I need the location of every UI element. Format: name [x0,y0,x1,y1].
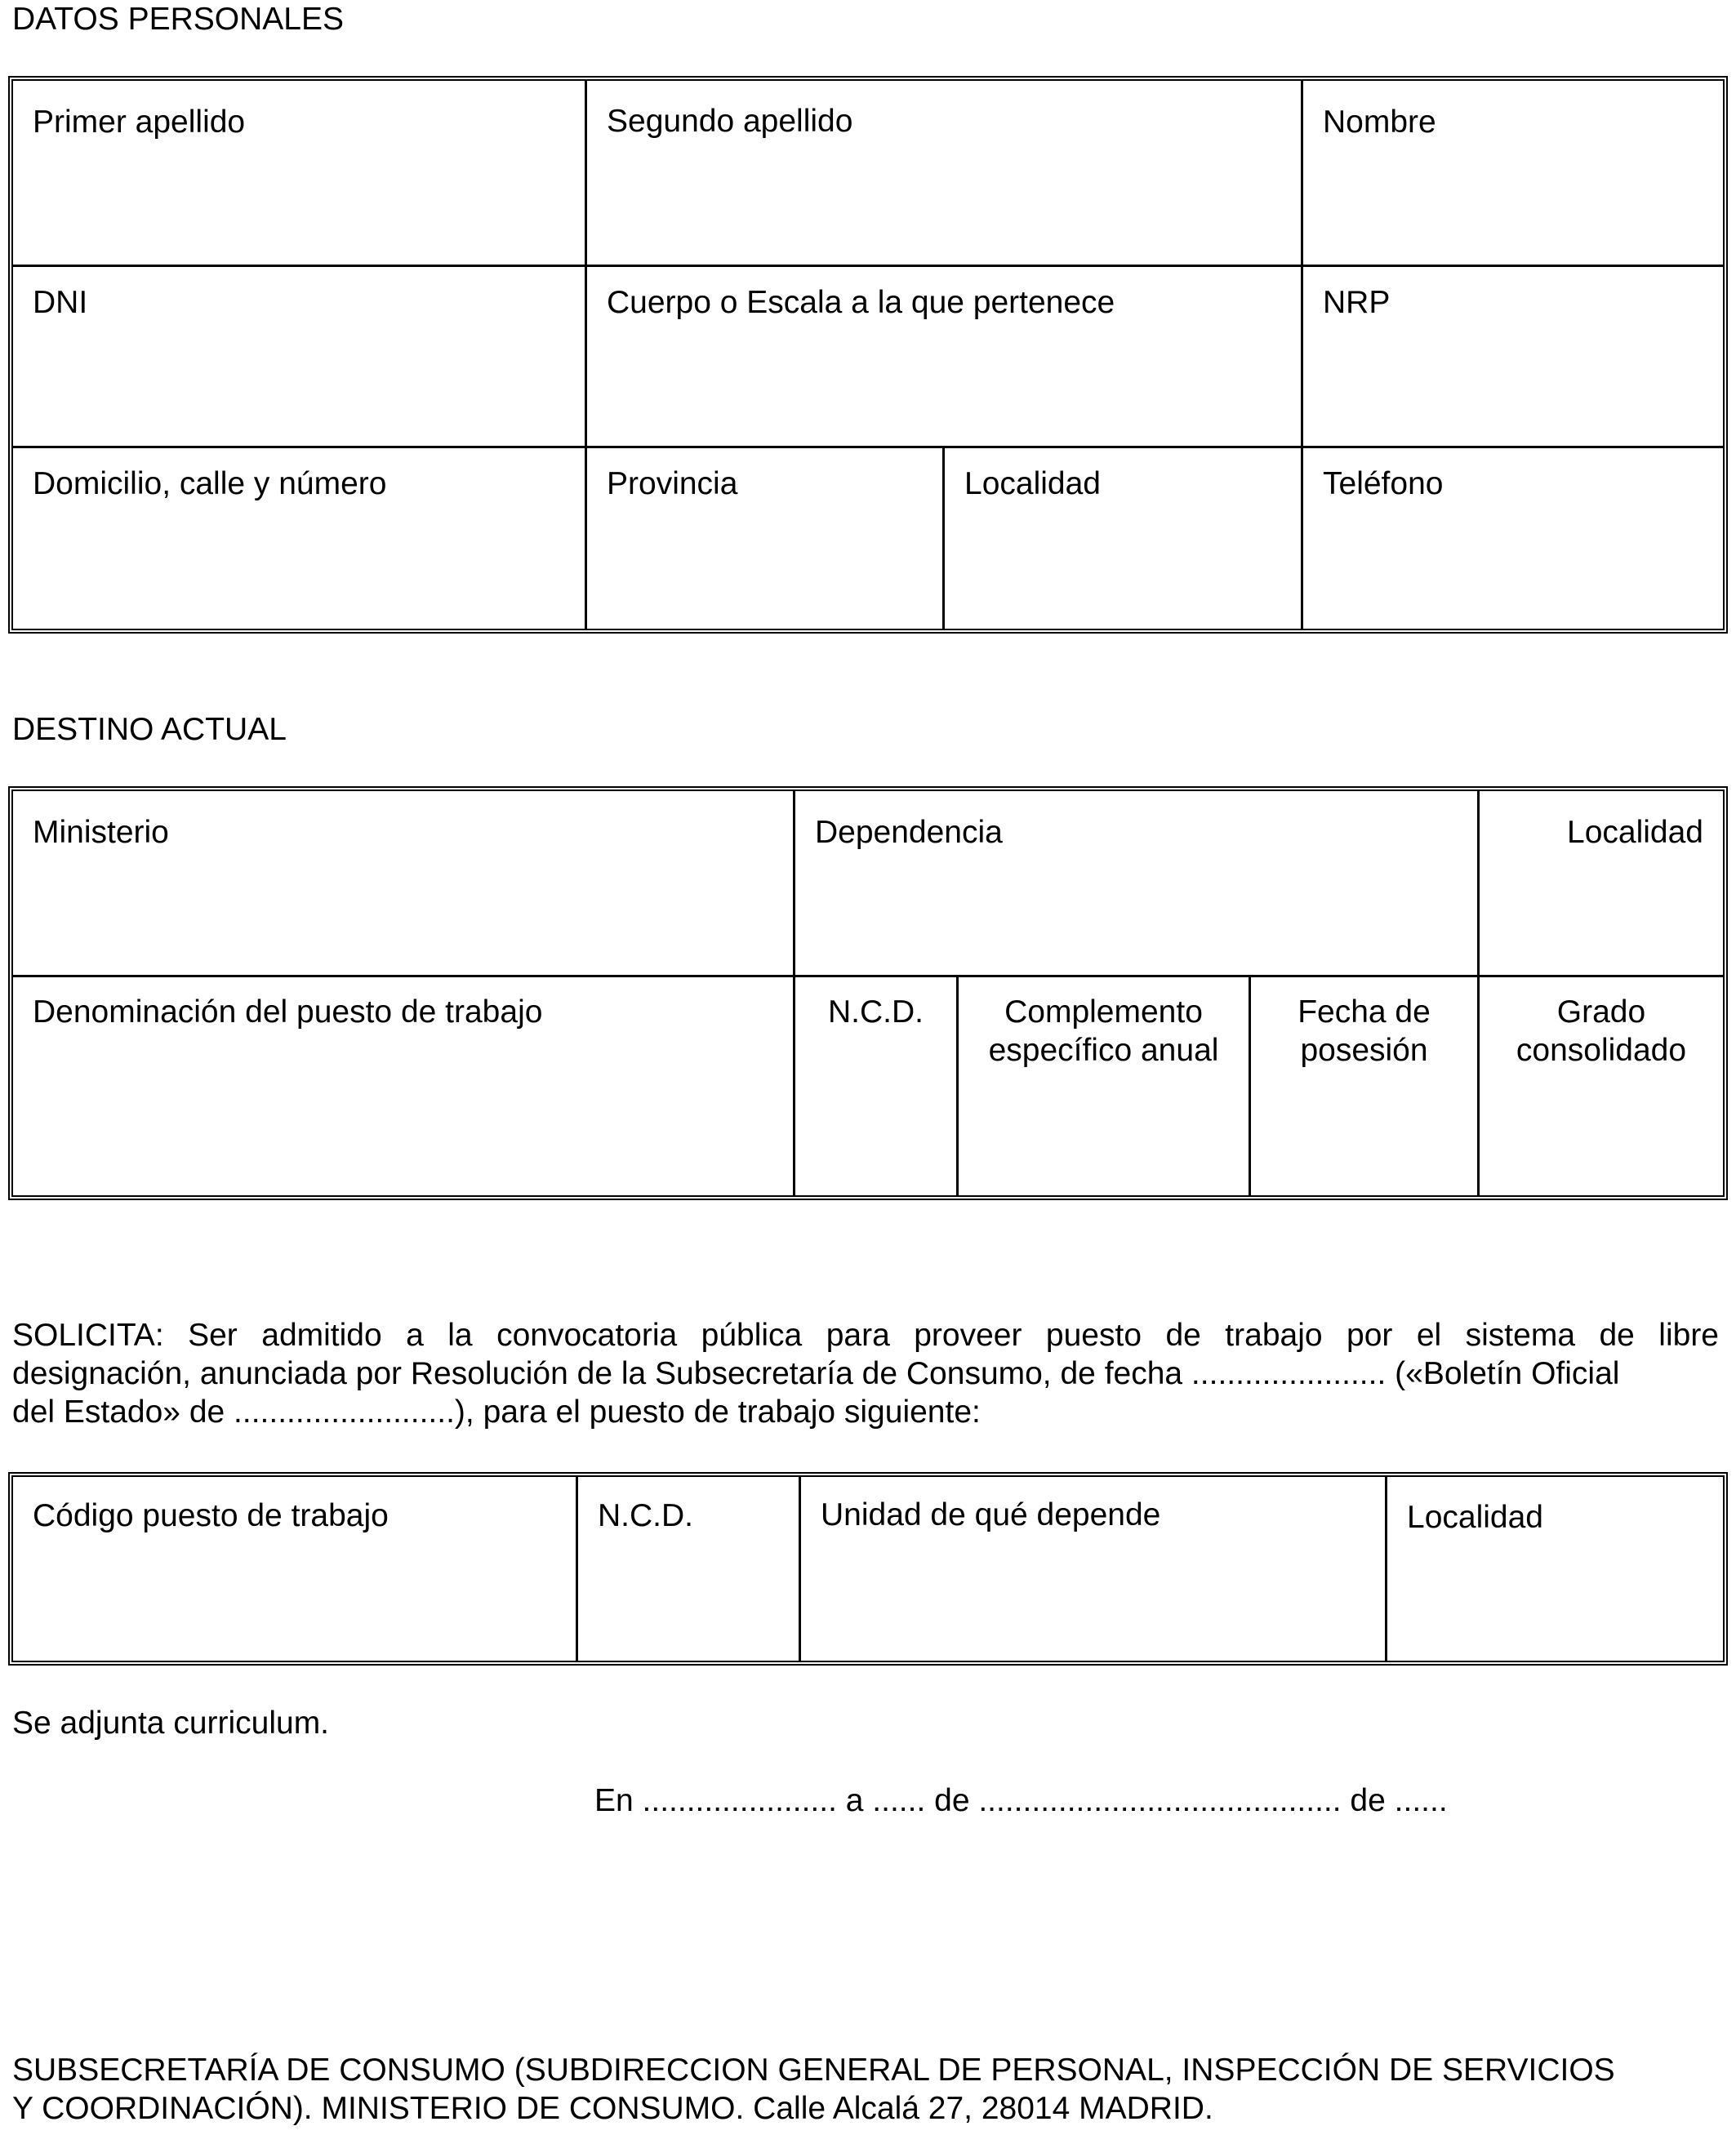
localidad-destino-label: Localidad [1567,815,1703,850]
table-row [13,975,1723,1195]
solicita-line-3: del Estado» de .........................), para el puesto de trabajo siguiente: [12,1394,981,1430]
unidad-cell[interactable] [799,1477,1385,1661]
puesto-solicitado-table [8,1472,1728,1666]
grado-label-line1: Grado [1556,994,1646,1030]
dni-cell[interactable] [13,267,585,448]
table-row [13,791,1723,975]
nombre-label: Nombre [1323,105,1436,140]
segundo-apellido-label: Segundo apellido [607,104,853,139]
adjunta-text: Se adjunta curriculum. [12,1706,330,1741]
codigo-puesto-label: Código puesto de trabajo [33,1498,389,1533]
lugar-fecha-line: En ...................... a ...... de ......................................... de ...... [594,1783,1448,1818]
complemento-label-line2: específico anual [988,1033,1219,1068]
table-row [13,265,1723,448]
footer-line-2: Y COORDINACIÓN). MINISTERIO DE CONSUMO. Calle Alcalá 27, 28014 MADRID. [12,2091,1213,2126]
fecha-posesion-label-line2: posesión [1300,1033,1428,1068]
ministerio-label: Ministerio [33,815,169,850]
dependencia-label: Dependencia [815,815,1003,850]
primer-apellido-cell[interactable] [13,81,585,265]
ncd-label: N.C.D. [828,994,924,1030]
telefono-label: Teléfono [1323,466,1444,501]
solicita-line-1: SOLICITA: Ser admitido a la convocatoria pública para proveer puesto de trabajo por el sistema de libre [12,1318,1719,1353]
denominacion-cell[interactable] [13,977,793,1195]
footer-address [12,2051,1719,2128]
destino-actual-table [8,786,1728,1200]
table-row [13,446,1723,629]
provincia-label: Provincia [607,466,738,501]
footer-line-1: SUBSECRETARÍA DE CONSUMO (SUBDIRECCION GENERAL DE PERSONAL, INSPECCIÓN DE SERVICIOS [12,2053,1615,2088]
complemento-label-line1: Complemento [1004,994,1203,1030]
primer-apellido-label: Primer apellido [33,105,246,140]
cuerpo-escala-label: Cuerpo o Escala a la que pertenece [607,285,1115,320]
grado-cell[interactable] [1477,977,1723,1195]
nrp-cell[interactable] [1301,267,1723,448]
unidad-label: Unidad de qué depende [821,1497,1161,1532]
cuerpo-escala-cell[interactable] [585,267,1301,448]
domicilio-label: Domicilio, calle y número [33,466,387,501]
dni-label: DNI [33,285,88,320]
codigo-puesto-cell[interactable] [13,1477,576,1661]
denominacion-label: Denominación del puesto de trabajo [33,994,543,1030]
localidad-label: Localidad [964,466,1101,501]
datos-personales-heading: DATOS PERSONALES [12,2,345,37]
provincia-cell[interactable] [585,448,942,629]
nombre-cell[interactable] [1301,81,1723,265]
table-row [13,1477,1723,1661]
fecha-posesion-cell[interactable] [1249,977,1477,1195]
localidad-solicitado-cell[interactable] [1385,1477,1723,1661]
ncd-solicitado-label: N.C.D. [598,1498,693,1533]
dependencia-cell[interactable] [793,791,1477,975]
fecha-posesion-label-line1: Fecha de [1298,994,1431,1030]
nrp-label: NRP [1323,285,1391,320]
solicita-paragraph [12,1316,1719,1431]
ministerio-cell[interactable] [13,791,793,975]
localidad-cell[interactable] [942,448,1301,629]
localidad-destino-cell[interactable] [1477,791,1723,975]
telefono-cell[interactable] [1301,448,1723,629]
solicita-line-2: designación, anunciada por Resolución de la Subsecretaría de Consumo, de fecha ...................... («Boletín Oficial [12,1356,1620,1391]
segundo-apellido-cell[interactable] [585,81,1301,265]
complemento-cell[interactable] [956,977,1249,1195]
domicilio-cell[interactable] [13,448,585,629]
grado-label-line2: consolidado [1516,1033,1687,1068]
ncd-cell[interactable] [793,977,956,1195]
table-row [13,81,1723,265]
datos-personales-table [8,76,1728,634]
ncd-solicitado-cell[interactable] [576,1477,799,1661]
localidad-solicitado-label: Localidad [1407,1500,1543,1535]
destino-actual-heading: DESTINO ACTUAL [12,712,287,747]
